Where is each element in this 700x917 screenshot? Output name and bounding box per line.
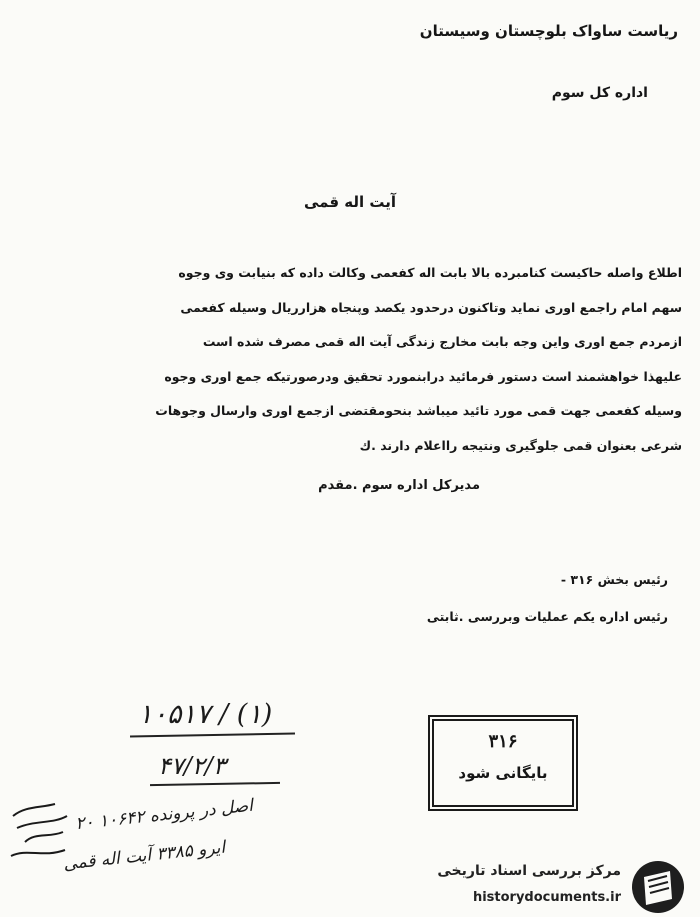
body-line: سهم امام راجمع اوری نماید وتاکنون درحدود یکصد وپنجاه هزارریال وسیله کفعمی	[180, 299, 682, 315]
watermark-url: historydocuments.ir	[472, 890, 621, 905]
handwritten-signature-icon	[5, 798, 75, 873]
copy-recipient-1: رئیس بخش ۳۱۶ -	[560, 572, 668, 587]
body-line: شرعی بعنوان قمی جلوگیری ونتیجه رااعلام دارند .ك	[359, 437, 682, 453]
watermark-title: مرکز بررسی اسناد تاریخی	[437, 863, 621, 879]
letterhead-department: اداره کل سوم	[551, 85, 648, 101]
body-line: علیهذا خواهشمند است دستور فرمائید درابنمورد تحقیق ودرصورتیکه جمع اوری وجوه	[164, 368, 682, 384]
copy-recipient-2: رئیس اداره یکم عملیات وبررسی .ثابتی	[426, 609, 668, 624]
body-line: اطلاع واصله حاکیست کنامبرده بالا بابت اله کفعمی وکالت داده که بنیابت وی وجوه	[178, 265, 682, 280]
stamp-text: بایگانی شود	[458, 764, 548, 782]
reference-underline	[130, 733, 295, 738]
handwritten-note-1: اصل در پرونده ۱۰۶۴۲ ۲۰	[74, 795, 254, 835]
letterhead-organization: ریاست ساواک بلوچستان وسیستان	[419, 22, 678, 40]
watermark	[412, 855, 700, 917]
date-underline	[150, 782, 280, 786]
handwritten-reference-number: ۱۰۵۱۷ / (۱)	[138, 699, 273, 730]
handwritten-date: ۴۷/۲/۳	[158, 752, 226, 780]
archive-stamp	[432, 719, 574, 807]
signature-block: مدیرکل اداره سوم .مقدم	[318, 478, 480, 493]
letter-body	[16, 256, 682, 464]
body-line: ازمردم جمع اوری واین وجه بابت مخارج زندگی آیت اله قمی مصرف شده است	[202, 334, 682, 350]
letter-subject: آیت اله قمی	[303, 193, 397, 211]
archive-logo-icon	[630, 859, 686, 915]
body-line: وسیله کفعمی جهت قمی مورد تائید میباشد بنحومقتضی ازجمع اوری وارسال وجوهات	[155, 403, 682, 419]
stamp-number: ۳۱۶	[488, 731, 518, 752]
handwritten-note-2: ایرو ۳۳۸۵ آیت اله قمی	[62, 837, 227, 875]
